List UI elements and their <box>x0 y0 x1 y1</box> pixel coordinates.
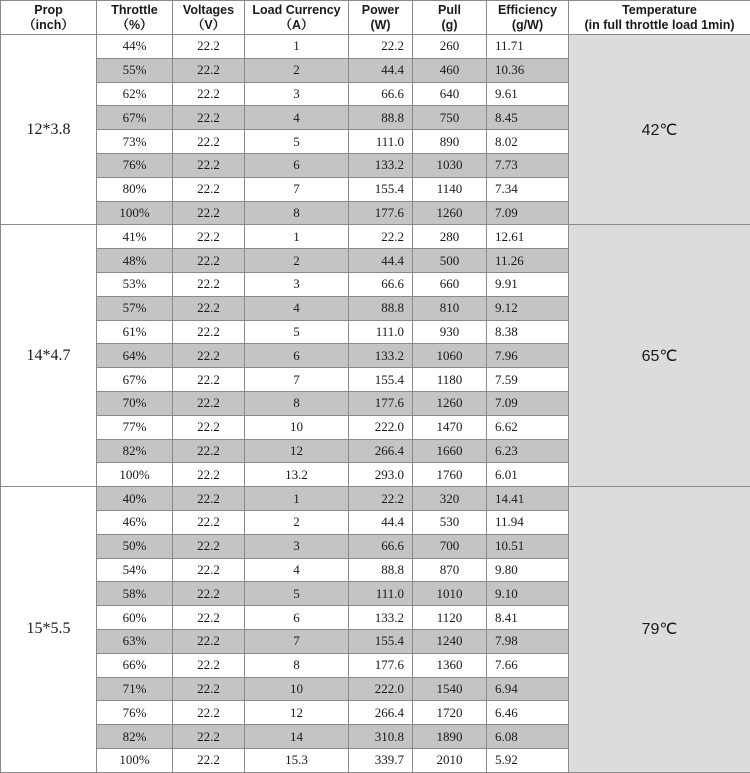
load-currency-cell: 1 <box>245 35 349 59</box>
voltage-cell: 22.2 <box>173 677 245 701</box>
load-currency-cell: 2 <box>245 249 349 273</box>
pull-cell: 280 <box>413 225 487 249</box>
header-prop-unit: （inch） <box>1 18 96 33</box>
pull-cell: 500 <box>413 249 487 273</box>
throttle-cell: 76% <box>97 153 173 177</box>
load-currency-cell: 10 <box>245 415 349 439</box>
pull-cell: 1890 <box>413 725 487 749</box>
voltage-cell: 22.2 <box>173 106 245 130</box>
power-cell: 133.2 <box>349 344 413 368</box>
voltage-cell: 22.2 <box>173 415 245 439</box>
power-cell: 266.4 <box>349 439 413 463</box>
pull-cell: 1180 <box>413 368 487 392</box>
load-currency-cell: 1 <box>245 225 349 249</box>
efficiency-cell: 14.41 <box>487 487 569 511</box>
load-currency-cell: 8 <box>245 201 349 225</box>
throttle-cell: 82% <box>97 439 173 463</box>
efficiency-cell: 7.09 <box>487 201 569 225</box>
load-currency-cell: 6 <box>245 153 349 177</box>
power-cell: 44.4 <box>349 510 413 534</box>
power-cell: 88.8 <box>349 558 413 582</box>
throttle-cell: 44% <box>97 35 173 59</box>
power-cell: 88.8 <box>349 106 413 130</box>
throttle-cell: 80% <box>97 177 173 201</box>
header-efficiency-unit: (g/W) <box>487 18 568 33</box>
power-cell: 155.4 <box>349 177 413 201</box>
voltage-cell: 22.2 <box>173 510 245 534</box>
header-pull-unit: (g) <box>413 18 486 33</box>
voltage-cell: 22.2 <box>173 391 245 415</box>
prop-size-cell: 14*4.7 <box>1 225 97 487</box>
pull-cell: 1260 <box>413 391 487 415</box>
voltage-cell: 22.2 <box>173 368 245 392</box>
pull-cell: 660 <box>413 272 487 296</box>
efficiency-cell: 7.09 <box>487 391 569 415</box>
efficiency-cell: 9.10 <box>487 582 569 606</box>
header-voltages <box>173 1 245 35</box>
efficiency-cell: 6.62 <box>487 415 569 439</box>
load-currency-cell: 5 <box>245 130 349 154</box>
power-cell: 222.0 <box>349 677 413 701</box>
throttle-cell: 46% <box>97 510 173 534</box>
efficiency-cell: 11.71 <box>487 35 569 59</box>
throttle-cell: 61% <box>97 320 173 344</box>
load-currency-cell: 3 <box>245 534 349 558</box>
throttle-cell: 71% <box>97 677 173 701</box>
voltage-cell: 22.2 <box>173 320 245 344</box>
power-cell: 44.4 <box>349 58 413 82</box>
voltage-cell: 22.2 <box>173 487 245 511</box>
voltage-cell: 22.2 <box>173 701 245 725</box>
header-prop <box>1 1 97 35</box>
pull-cell: 890 <box>413 130 487 154</box>
throttle-cell: 100% <box>97 463 173 487</box>
efficiency-cell: 9.12 <box>487 296 569 320</box>
efficiency-cell: 10.51 <box>487 534 569 558</box>
power-cell: 22.2 <box>349 35 413 59</box>
pull-cell: 700 <box>413 534 487 558</box>
table-body <box>1 35 750 773</box>
throttle-cell: 60% <box>97 606 173 630</box>
efficiency-cell: 9.61 <box>487 82 569 106</box>
pull-cell: 640 <box>413 82 487 106</box>
header-temperature-title: Temperature <box>569 3 750 18</box>
table-row <box>1 35 750 59</box>
temperature-cell: 42℃ <box>569 35 750 225</box>
efficiency-cell: 8.41 <box>487 606 569 630</box>
pull-cell: 1540 <box>413 677 487 701</box>
voltage-cell: 22.2 <box>173 653 245 677</box>
throttle-cell: 63% <box>97 629 173 653</box>
efficiency-cell: 5.92 <box>487 748 569 772</box>
throttle-cell: 77% <box>97 415 173 439</box>
power-cell: 177.6 <box>349 653 413 677</box>
pull-cell: 1010 <box>413 582 487 606</box>
throttle-cell: 54% <box>97 558 173 582</box>
table-row <box>1 225 750 249</box>
header-power-title: Power <box>349 3 412 18</box>
header-throttle <box>97 1 173 35</box>
voltage-cell: 22.2 <box>173 558 245 582</box>
load-currency-cell: 8 <box>245 653 349 677</box>
load-currency-cell: 6 <box>245 606 349 630</box>
pull-cell: 260 <box>413 35 487 59</box>
pull-cell: 1720 <box>413 701 487 725</box>
voltage-cell: 22.2 <box>173 82 245 106</box>
temperature-cell: 65℃ <box>569 225 750 487</box>
temperature-cell: 79℃ <box>569 487 750 773</box>
pull-cell: 930 <box>413 320 487 344</box>
voltage-cell: 22.2 <box>173 725 245 749</box>
efficiency-cell: 6.94 <box>487 677 569 701</box>
throttle-cell: 66% <box>97 653 173 677</box>
voltage-cell: 22.2 <box>173 582 245 606</box>
voltage-cell: 22.2 <box>173 606 245 630</box>
header-load-currency <box>245 1 349 35</box>
load-currency-cell: 4 <box>245 296 349 320</box>
pull-cell: 530 <box>413 510 487 534</box>
voltage-cell: 22.2 <box>173 35 245 59</box>
voltage-cell: 22.2 <box>173 272 245 296</box>
load-currency-cell: 4 <box>245 558 349 582</box>
throttle-cell: 50% <box>97 534 173 558</box>
power-cell: 66.6 <box>349 272 413 296</box>
power-cell: 111.0 <box>349 582 413 606</box>
load-currency-cell: 5 <box>245 320 349 344</box>
throttle-cell: 70% <box>97 391 173 415</box>
power-cell: 66.6 <box>349 534 413 558</box>
header-pull <box>413 1 487 35</box>
power-cell: 293.0 <box>349 463 413 487</box>
header-voltages-unit: （V） <box>173 18 244 33</box>
pull-cell: 1360 <box>413 653 487 677</box>
power-cell: 177.6 <box>349 201 413 225</box>
pull-cell: 1260 <box>413 201 487 225</box>
voltage-cell: 22.2 <box>173 153 245 177</box>
efficiency-cell: 12.61 <box>487 225 569 249</box>
efficiency-cell: 7.66 <box>487 653 569 677</box>
throttle-cell: 100% <box>97 748 173 772</box>
header-prop-title: Prop <box>1 3 96 18</box>
voltage-cell: 22.2 <box>173 225 245 249</box>
power-cell: 44.4 <box>349 249 413 273</box>
header-temperature-unit: (in full throttle load 1min) <box>569 18 750 33</box>
voltage-cell: 22.2 <box>173 130 245 154</box>
load-currency-cell: 3 <box>245 82 349 106</box>
efficiency-cell: 10.36 <box>487 58 569 82</box>
efficiency-cell: 6.23 <box>487 439 569 463</box>
throttle-cell: 57% <box>97 296 173 320</box>
load-currency-cell: 7 <box>245 629 349 653</box>
voltage-cell: 22.2 <box>173 534 245 558</box>
pull-cell: 1760 <box>413 463 487 487</box>
header-efficiency <box>487 1 569 35</box>
throttle-cell: 41% <box>97 225 173 249</box>
efficiency-cell: 7.34 <box>487 177 569 201</box>
pull-cell: 320 <box>413 487 487 511</box>
power-cell: 66.6 <box>349 82 413 106</box>
load-currency-cell: 3 <box>245 272 349 296</box>
load-currency-cell: 8 <box>245 391 349 415</box>
pull-cell: 1470 <box>413 415 487 439</box>
pull-cell: 1030 <box>413 153 487 177</box>
throttle-cell: 55% <box>97 58 173 82</box>
power-cell: 133.2 <box>349 606 413 630</box>
load-currency-cell: 15.3 <box>245 748 349 772</box>
throttle-cell: 58% <box>97 582 173 606</box>
header-power-unit: (W) <box>349 18 412 33</box>
throttle-cell: 64% <box>97 344 173 368</box>
power-cell: 155.4 <box>349 629 413 653</box>
load-currency-cell: 6 <box>245 344 349 368</box>
throttle-cell: 62% <box>97 82 173 106</box>
load-currency-cell: 14 <box>245 725 349 749</box>
efficiency-cell: 7.98 <box>487 629 569 653</box>
header-power <box>349 1 413 35</box>
power-cell: 339.7 <box>349 748 413 772</box>
load-currency-cell: 2 <box>245 510 349 534</box>
load-currency-cell: 12 <box>245 439 349 463</box>
voltage-cell: 22.2 <box>173 296 245 320</box>
efficiency-cell: 8.45 <box>487 106 569 130</box>
pull-cell: 1240 <box>413 629 487 653</box>
efficiency-cell: 11.26 <box>487 249 569 273</box>
header-efficiency-title: Efficiency <box>487 3 568 18</box>
load-currency-cell: 5 <box>245 582 349 606</box>
voltage-cell: 22.2 <box>173 748 245 772</box>
voltage-cell: 22.2 <box>173 344 245 368</box>
throttle-cell: 73% <box>97 130 173 154</box>
voltage-cell: 22.2 <box>173 58 245 82</box>
power-cell: 111.0 <box>349 130 413 154</box>
header-voltages-title: Voltages <box>173 3 244 18</box>
efficiency-cell: 6.08 <box>487 725 569 749</box>
power-cell: 222.0 <box>349 415 413 439</box>
power-cell: 155.4 <box>349 368 413 392</box>
throttle-cell: 53% <box>97 272 173 296</box>
voltage-cell: 22.2 <box>173 439 245 463</box>
power-cell: 133.2 <box>349 153 413 177</box>
load-currency-cell: 7 <box>245 177 349 201</box>
efficiency-cell: 7.96 <box>487 344 569 368</box>
pull-cell: 1120 <box>413 606 487 630</box>
efficiency-cell: 11.94 <box>487 510 569 534</box>
throttle-cell: 67% <box>97 368 173 392</box>
table-row <box>1 487 750 511</box>
efficiency-cell: 7.73 <box>487 153 569 177</box>
voltage-cell: 22.2 <box>173 629 245 653</box>
pull-cell: 870 <box>413 558 487 582</box>
pull-cell: 1140 <box>413 177 487 201</box>
power-cell: 266.4 <box>349 701 413 725</box>
header-temperature <box>569 1 750 35</box>
efficiency-cell: 7.59 <box>487 368 569 392</box>
pull-cell: 810 <box>413 296 487 320</box>
load-currency-cell: 12 <box>245 701 349 725</box>
load-currency-cell: 13.2 <box>245 463 349 487</box>
efficiency-cell: 6.01 <box>487 463 569 487</box>
header-pull-title: Pull <box>413 3 486 18</box>
power-cell: 88.8 <box>349 296 413 320</box>
pull-cell: 1660 <box>413 439 487 463</box>
load-currency-cell: 7 <box>245 368 349 392</box>
throttle-cell: 76% <box>97 701 173 725</box>
power-cell: 177.6 <box>349 391 413 415</box>
power-cell: 111.0 <box>349 320 413 344</box>
voltage-cell: 22.2 <box>173 463 245 487</box>
efficiency-cell: 8.38 <box>487 320 569 344</box>
header-row <box>1 1 750 35</box>
pull-cell: 750 <box>413 106 487 130</box>
header-load-currency-unit: （A） <box>245 18 348 33</box>
power-cell: 22.2 <box>349 487 413 511</box>
voltage-cell: 22.2 <box>173 177 245 201</box>
load-currency-cell: 10 <box>245 677 349 701</box>
power-cell: 22.2 <box>349 225 413 249</box>
prop-size-cell: 15*5.5 <box>1 487 97 773</box>
prop-size-cell: 12*3.8 <box>1 35 97 225</box>
pull-cell: 1060 <box>413 344 487 368</box>
throttle-cell: 67% <box>97 106 173 130</box>
throttle-cell: 100% <box>97 201 173 225</box>
load-currency-cell: 2 <box>245 58 349 82</box>
voltage-cell: 22.2 <box>173 249 245 273</box>
header-throttle-unit: （%） <box>97 18 172 33</box>
pull-cell: 460 <box>413 58 487 82</box>
throttle-cell: 48% <box>97 249 173 273</box>
efficiency-cell: 8.02 <box>487 130 569 154</box>
throttle-cell: 82% <box>97 725 173 749</box>
power-cell: 310.8 <box>349 725 413 749</box>
efficiency-cell: 9.91 <box>487 272 569 296</box>
load-currency-cell: 4 <box>245 106 349 130</box>
voltage-cell: 22.2 <box>173 201 245 225</box>
efficiency-cell: 9.80 <box>487 558 569 582</box>
header-load-currency-title: Load Currency <box>245 3 348 18</box>
load-currency-cell: 1 <box>245 487 349 511</box>
efficiency-cell: 6.46 <box>487 701 569 725</box>
throttle-cell: 40% <box>97 487 173 511</box>
pull-cell: 2010 <box>413 748 487 772</box>
header-throttle-title: Throttle <box>97 3 172 18</box>
